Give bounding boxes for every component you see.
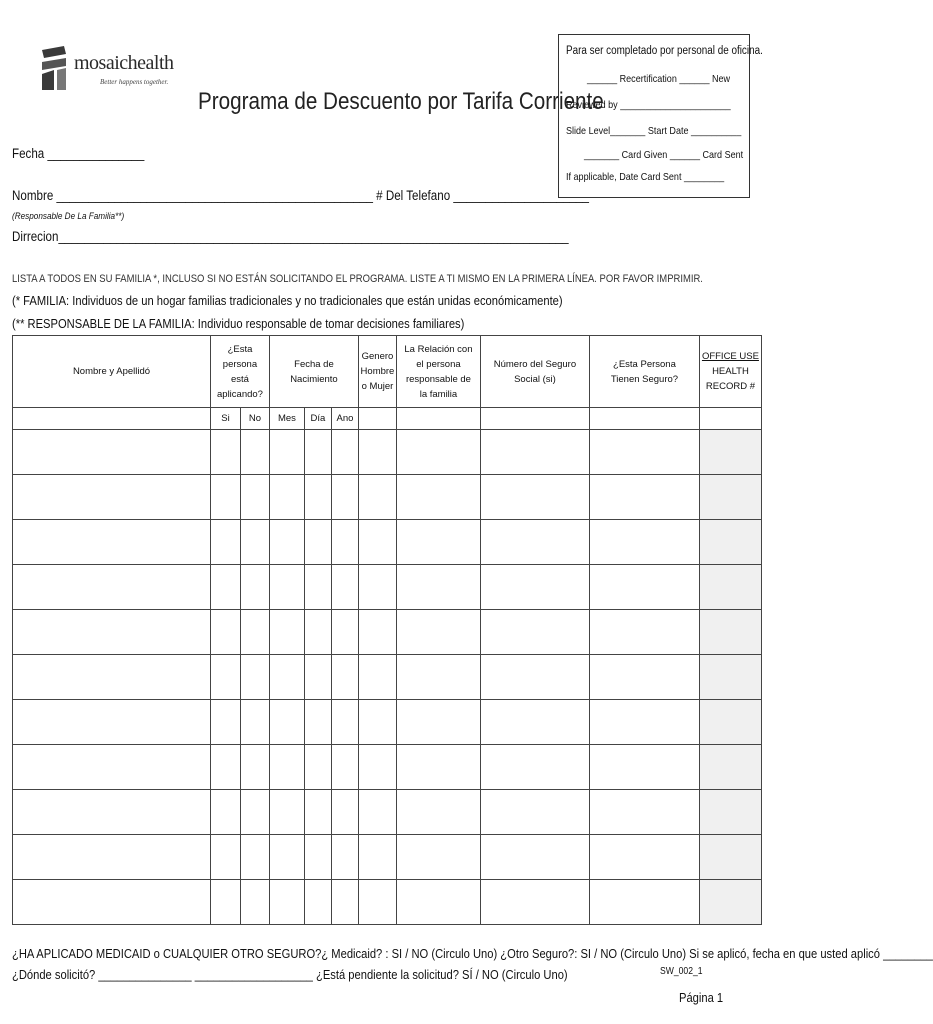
- entry-cell[interactable]: [480, 700, 589, 745]
- medicaid-question: ¿HA APLICADO MEDICAID o CUALQUIER OTRO SEGURO?¿ Medicaid? : SI / NO (Circulo Uno) ¿Otro Seguro?: SI / NO (Circulo Uno) Si se aplicó, fecha en que usted aplicó ________: [12, 946, 933, 961]
- entry-cell[interactable]: [304, 790, 331, 835]
- entry-cell[interactable]: [480, 565, 589, 610]
- office-use-cell[interactable]: [699, 565, 761, 610]
- entry-cell[interactable]: [211, 790, 241, 835]
- entry-cell[interactable]: [358, 790, 396, 835]
- nombre-telefono-field[interactable]: Nombre _________________________________________________ # Del Telefano _____________________: [12, 188, 589, 203]
- entry-cell[interactable]: [241, 790, 270, 835]
- entry-cell[interactable]: [304, 430, 331, 475]
- entry-cell[interactable]: [480, 790, 589, 835]
- entry-cell[interactable]: [269, 475, 304, 520]
- entry-cell[interactable]: [241, 430, 270, 475]
- entry-cell[interactable]: [331, 745, 358, 790]
- entry-cell[interactable]: [211, 655, 241, 700]
- responsable-note: (** RESPONSABLE DE LA FAMILIA: Individuo responsable de tomar decisiones familiares): [12, 316, 465, 331]
- entry-cell[interactable]: [304, 835, 331, 880]
- entry-cell[interactable]: [480, 610, 589, 655]
- recertification-line[interactable]: ______ Recertification ______ New: [587, 73, 731, 85]
- entry-cell[interactable]: [396, 790, 480, 835]
- entry-cell[interactable]: [269, 745, 304, 790]
- subheader-no: No: [241, 408, 270, 430]
- entry-cell[interactable]: [241, 835, 270, 880]
- entry-cell[interactable]: [241, 565, 270, 610]
- entry-cell[interactable]: [13, 475, 211, 520]
- slide-level-line[interactable]: Slide Level_______ Start Date __________: [566, 125, 742, 137]
- office-use-cell[interactable]: [699, 880, 761, 925]
- office-use-cell[interactable]: [699, 475, 761, 520]
- entry-cell[interactable]: [589, 475, 699, 520]
- entry-cell[interactable]: [211, 475, 241, 520]
- entry-cell[interactable]: [589, 610, 699, 655]
- header-nombre: Nombre y Apellidó: [13, 336, 211, 408]
- entry-cell[interactable]: [589, 790, 699, 835]
- entry-cell[interactable]: [396, 880, 480, 925]
- fecha-field[interactable]: Fecha _______________: [12, 146, 145, 161]
- entry-cell[interactable]: [13, 565, 211, 610]
- entry-cell[interactable]: [304, 475, 331, 520]
- entry-cell[interactable]: [211, 745, 241, 790]
- entry-cell[interactable]: [269, 835, 304, 880]
- entry-cell[interactable]: [269, 520, 304, 565]
- entry-cell[interactable]: [241, 520, 270, 565]
- entry-cell[interactable]: [304, 610, 331, 655]
- office-box-heading: Para ser completado por personal de oficina.: [566, 45, 763, 57]
- entry-cell[interactable]: [13, 610, 211, 655]
- entry-cell[interactable]: [480, 520, 589, 565]
- direccion-field[interactable]: Dirrecion_______________________________________________________________________________: [12, 229, 569, 244]
- entry-cell[interactable]: [589, 430, 699, 475]
- entry-cell[interactable]: [304, 880, 331, 925]
- office-use-cell[interactable]: [699, 745, 761, 790]
- card-given-line[interactable]: _______ Card Given ______ Card Sent: [584, 149, 744, 161]
- entry-cell[interactable]: [480, 835, 589, 880]
- entry-cell[interactable]: [13, 835, 211, 880]
- entry-cell[interactable]: [269, 880, 304, 925]
- entry-cell[interactable]: [13, 430, 211, 475]
- family-members-table: [12, 335, 762, 925]
- subheader-ano: Ano: [331, 408, 358, 430]
- header-aplicando: ¿Esta persona está aplicando?: [211, 336, 270, 408]
- table-row: [13, 745, 762, 790]
- mosaic-logo-mark-icon: [40, 46, 68, 90]
- entry-cell[interactable]: [331, 610, 358, 655]
- entry-cell[interactable]: [589, 835, 699, 880]
- entry-cell[interactable]: [13, 790, 211, 835]
- entry-cell[interactable]: [358, 835, 396, 880]
- entry-cell[interactable]: [241, 655, 270, 700]
- entry-cell[interactable]: [241, 475, 270, 520]
- entry-cell[interactable]: [358, 610, 396, 655]
- entry-cell[interactable]: [396, 610, 480, 655]
- entry-cell[interactable]: [396, 700, 480, 745]
- entry-cell[interactable]: [396, 745, 480, 790]
- entry-cell[interactable]: [331, 565, 358, 610]
- subheader-dia: Día: [304, 408, 331, 430]
- entry-cell[interactable]: [331, 475, 358, 520]
- page-number: Página 1: [679, 990, 724, 1005]
- instructions-text: LISTA A TODOS EN SU FAMILIA *, INCLUSO SI NO ESTÁN SOLICITANDO EL PROGRAMA. LISTE A TI MISMO EN LA PRIMERA LÍNEA. POR FAVOR IMPRIMIR.: [12, 273, 703, 285]
- entry-cell[interactable]: [269, 430, 304, 475]
- entry-cell[interactable]: [396, 520, 480, 565]
- office-use-cell[interactable]: [699, 430, 761, 475]
- entry-cell[interactable]: [331, 430, 358, 475]
- entry-cell[interactable]: [331, 835, 358, 880]
- form-title: Programa de Descuento por Tarifa Corriente: [198, 88, 604, 115]
- office-use-cell[interactable]: [699, 520, 761, 565]
- entry-cell[interactable]: [589, 700, 699, 745]
- entry-cell[interactable]: [358, 565, 396, 610]
- entry-cell[interactable]: [589, 520, 699, 565]
- entry-cell[interactable]: [211, 835, 241, 880]
- entry-cell[interactable]: [269, 790, 304, 835]
- office-use-box: [558, 34, 763, 198]
- entry-cell[interactable]: [211, 700, 241, 745]
- form-code: SW_002_1: [660, 966, 703, 977]
- office-use-cell[interactable]: [699, 700, 761, 745]
- office-use-cell[interactable]: [699, 610, 761, 655]
- office-use-cell[interactable]: [699, 835, 761, 880]
- entry-cell[interactable]: [331, 700, 358, 745]
- entry-cell[interactable]: [358, 430, 396, 475]
- entry-cell[interactable]: [331, 520, 358, 565]
- entry-cell[interactable]: [269, 700, 304, 745]
- entry-cell[interactable]: [269, 610, 304, 655]
- entry-cell[interactable]: [331, 655, 358, 700]
- entry-cell[interactable]: [358, 475, 396, 520]
- entry-cell[interactable]: [211, 430, 241, 475]
- entry-cell[interactable]: [211, 610, 241, 655]
- header-seguro-social: Número del Seguro Social (si): [480, 336, 589, 408]
- entry-cell[interactable]: [13, 520, 211, 565]
- entry-cell[interactable]: [13, 700, 211, 745]
- date-card-sent-line[interactable]: If applicable, Date Card Sent ________: [566, 171, 725, 183]
- table-row: [13, 430, 762, 475]
- entry-cell[interactable]: [269, 565, 304, 610]
- entry-cell[interactable]: [589, 565, 699, 610]
- table-row: [13, 520, 762, 565]
- reviewed-by-line[interactable]: Reviewed by ______________________: [566, 99, 731, 111]
- subheader-mes: Mes: [269, 408, 304, 430]
- table-row: [13, 790, 762, 835]
- table-row: [13, 565, 762, 610]
- entry-cell[interactable]: [396, 835, 480, 880]
- entry-cell[interactable]: [211, 520, 241, 565]
- donde-solicito-question: ¿Dónde solicitó? _______________ ___________________ ¿Está pendiente la solicitud? SÍ / NO (Circulo Uno): [12, 967, 568, 982]
- header-office-use: OFFICE USE HEALTH RECORD #: [699, 336, 761, 408]
- header-relacion: La Relación con el persona responsable de la familia: [396, 336, 480, 408]
- entry-cell[interactable]: [480, 880, 589, 925]
- entry-cell[interactable]: [358, 700, 396, 745]
- table-row: [13, 835, 762, 880]
- entry-cell[interactable]: [480, 745, 589, 790]
- table-row: [13, 655, 762, 700]
- entry-cell[interactable]: [13, 745, 211, 790]
- entry-cell[interactable]: [589, 655, 699, 700]
- entry-cell[interactable]: [331, 880, 358, 925]
- entry-cell[interactable]: [358, 655, 396, 700]
- office-use-cell[interactable]: [699, 790, 761, 835]
- office-use-cell[interactable]: [699, 655, 761, 700]
- entry-cell[interactable]: [304, 565, 331, 610]
- entry-cell[interactable]: [13, 655, 211, 700]
- table-row: [13, 475, 762, 520]
- entry-cell[interactable]: [396, 475, 480, 520]
- entry-cell[interactable]: [241, 610, 270, 655]
- responsable-label: (Responsable De La Familia**): [12, 211, 125, 222]
- header-fecha-nacimiento: Fecha de Nacimiento: [269, 336, 358, 408]
- entry-cell[interactable]: [396, 565, 480, 610]
- entry-cell[interactable]: [480, 475, 589, 520]
- entry-cell[interactable]: [304, 745, 331, 790]
- entry-cell[interactable]: [331, 790, 358, 835]
- entry-cell[interactable]: [358, 745, 396, 790]
- logo-brand-text: mosaichealth: [74, 52, 174, 74]
- table-row: [13, 880, 762, 925]
- table-row: [13, 700, 762, 745]
- entry-cell[interactable]: [269, 655, 304, 700]
- entry-cell[interactable]: [589, 745, 699, 790]
- entry-cell[interactable]: [241, 700, 270, 745]
- entry-cell[interactable]: [13, 880, 211, 925]
- header-tiene-seguro: ¿Esta Persona Tienen Seguro?: [589, 336, 699, 408]
- entry-cell[interactable]: [211, 880, 241, 925]
- entry-cell[interactable]: [480, 430, 589, 475]
- logo-tagline: Better happens together.: [100, 78, 169, 86]
- entry-cell[interactable]: [241, 880, 270, 925]
- subheader-si: Si: [211, 408, 241, 430]
- entry-cell[interactable]: [304, 655, 331, 700]
- entry-cell[interactable]: [396, 655, 480, 700]
- entry-cell[interactable]: [211, 565, 241, 610]
- entry-cell[interactable]: [358, 520, 396, 565]
- entry-cell[interactable]: [304, 700, 331, 745]
- entry-cell[interactable]: [304, 520, 331, 565]
- entry-cell[interactable]: [589, 880, 699, 925]
- entry-cell[interactable]: [358, 880, 396, 925]
- entry-cell[interactable]: [241, 745, 270, 790]
- table-row: [13, 610, 762, 655]
- entry-cell[interactable]: [396, 430, 480, 475]
- entry-cell[interactable]: [480, 655, 589, 700]
- familia-note: (* FAMILIA: Individuos de un hogar familias tradicionales y no tradicionales que están unidas económicamente): [12, 293, 563, 308]
- header-genero: Genero Hombre o Mujer: [358, 336, 396, 408]
- mosaic-health-logo: [40, 46, 174, 92]
